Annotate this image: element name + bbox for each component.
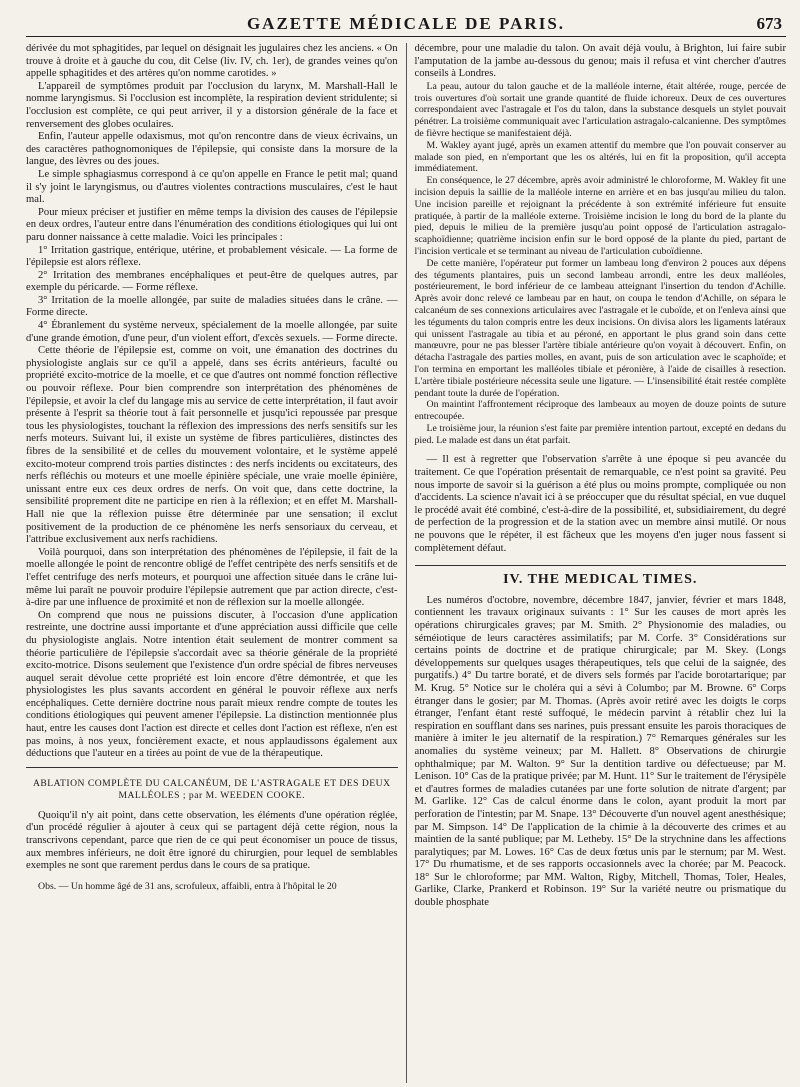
- paragraph: 4° Ébranlement du système nerveux, spécialement de la moelle allongée, par suite d'une grande émotion, d'une peur, d'un violent effort, d'excès sexuels. — Forme directe.: [26, 320, 398, 344]
- paragraph: Voilà pourquoi, dans son interprétation des phénomènes de l'épilepsie, il fait de la moelle allongée le point de rencontre obligé de l'effet centripète des nerfs sensitifs et de l'effet centrifuge des nerfs moteurs, et pourquoi une affection située dans le crâne lui-même lui paraît ne pouvoir produire l'épilepsie autrement que par action directe, c'est-à-dire par une influence de proximité et non de réflexion sur la moelle allongée.: [26, 546, 398, 609]
- right-column: [407, 43, 787, 1083]
- paragraph: Cette théorie de l'épilepsie est, comme on voit, une émanation des doctrines du physiologiste anglais sur ce qu'il a appelé, dans ses écrits antérieurs, faculté ou propriété excito-motrice de la moelle, et ce que d'autres ont nommé fonction réflective ou pouvoir réflexe. Pour bien comprendre son interprétation des phénomènes de l'épilepsie, et avoir la clef du langage mis au service de cette interprétation, il faut avoir présente à l'esprit sa théorie tout à fait personnelle et jusqu'ici repoussée par presque tous les physiologistes, touchant la réflexion des impressions des nerfs sensitifs sur les nerfs moteurs. Suivant lui, il existe un système de fibres particulières, distinctes des fibres de la sensibilité et de celles du mouvement volontaire, et le système appelé excito-moteur comprend trois parties distinctes : des nerfs incidents ou excitateurs, des nerfs réfléchis ou moteurs et une moelle épinière spéciale, une vraie moelle épinière, unissant entre eux ces deux ordres de nerfs. On voit que, dans cette doctrine, la sensibilité proprement dite ne participe en rien à la réflexion; et en effet M. Marshall-Hall nie que la réflexion puisse être déterminée par une sensation; il exclut positivement de la production de ce phénomène les nerfs sensoriaux du cerveau, et l'attribue exclusivement aux nerfs rachidiens.: [26, 345, 398, 546]
- article-subhead: ABLATION COMPLÈTE DU CALCANÉUM, DE L'ASTRAGALE ET DES DEUX MALLÉOLES ; par M. WEEDEN COOKE.: [32, 777, 391, 801]
- paragraph: L'appareil de symptômes produit par l'occlusion du larynx, M. Marshall-Hall le nomme laryngismus. Si l'occlusion est incomplète, la respiration devient stridulente; si l'occlusion est complète, ce qui peut arriver, il y a distorsion générale de la face et renversement des globes oculaires.: [26, 80, 398, 130]
- paragraph: — Il est à regretter que l'observation s'arrête à une époque si peu avancée du traitement. Ce que l'opération présentait de remarquable, ce n'est point sa gravité. Peu nous importe de savoir si la guérison a été plus ou moins prompte, compliquée ou non d'accidents. La science n'avait ici à se préoccuper que du résultat spécial, en vue duquel le procédé avait été combiné, c'est-à-dire de la possibilité, et, subsidiairement, du degré de perfection de la progression et de la station avec un membre ainsi mutilé. Or nous ne pouvons que le répéter, il est fâcheux que les moyens d'en juger nous fassent si complètement défaut.: [414, 454, 786, 554]
- paragraph: On maintint l'affrontement réciproque des lambeaux au moyen de douze points de suture entrecoupée.: [414, 399, 786, 423]
- paragraph: 3° Irritation de la moelle allongée, par suite de maladies situées dans le crâne. — Forme directe.: [26, 294, 398, 319]
- paragraph: Les numéros d'octobre, novembre, décembre 1847, janvier, février et mars 1848, contiennent les travaux originaux suivants : 1° Sur les causes de mort après les opérations chirurgicales graves; par M. Smith. 2° Physionomie des maladies, ou séméiotique de leurs caractères assimilatifs; par M. Corfe. 3° Considérations sur certains points de doctrine et de pratique chirurgicale; par M. Skey. (Longs développements sur quelques usages thérapeutiques, tels que celui de la saignée, des purgatifs.) 4° Du tartre boraté, et de divers sels formés par l'acide borotartarique; par M. Krug. 5° Notice sur le choléra qui a sévi à Columbo; par M. Browne. 6° Corps étranger dans le gosier; par M. Thomas. (Après avoir retiré avec les doigts le corps étranger, l'enfant étant resté suffoqué, le médecin parvint à rétablir chez lui la respiration en soufflant dans ses narines, puis pressant ensuite les parois thoraciques de manière à imiter le jeu alternatif de la respiration.) 7° Remarques générales sur les anomalies du système veineux; par M. Hallett. 8° Observations de chirurgie ophthalmique; par M. Walton. 9° Sur la dentition tardive ou défectueuse; par M. Lenison. 10° Cas de la pratique privée; par M. Hunt. 11° Sur le traitement de l'érysipèle et d'autres formes de maladies cutanées par une forte solution de nitrate d'argent; par M. Garlike. 12° Cas de calcul énorme dans le colon, ayant produit la mort par perforation de l'intestin; par M. Snape. 13° Découverte d'un nouvel agent anesthésique; par M. Simpson. 14° De l'application de la chimie à la découverte des crimes et au maintien de la santé publique; par M. Letheby. 15° De la strychnine dans les affections paralytiques; par M. Lowes. 16° Cas de deux fœtus unis par le sternum; par M. West. 17° Du rhumatisme, et de ses rapports occasionnels avec la chorée; par M. Peacock. 18° Sur le chloroforme; par MM. Walton, Rigby, Mitchell, Thomas, Toler, Heales, Garlike, Clarke, Prankerd et Robinson. 19° Sur la variété neutre ou prismatique du double phosphate: [414, 594, 786, 909]
- text-columns: [26, 43, 786, 1083]
- paragraph: En conséquence, le 27 décembre, après avoir administré le chloroforme, M. Wakley fit une incision depuis la saillie de la malléole interne en arrière et en bas jusqu'au milieu du talon. Une incision pareille et rejoignant la précédente à son extrémité inférieure fut ensuite pratiquée, à partir de la malléole externe. Troisième incision le long du bord de la plante du pied, depuis le milieu de la première jusqu'au point opposé de l'articulation astragalo-scaphoïdienne; quatrième incision enfin sur le bord opposé de la plante du pied, partant de l'incision verticale et se terminant au niveau de l'articulation cuboïdienne.: [414, 175, 786, 257]
- page-number: 673: [756, 14, 782, 33]
- page-header: [26, 10, 786, 37]
- left-column: [26, 43, 407, 1083]
- paragraph: dérivée du mot sphagitides, par lequel on désignait les jugulaires chez les anciens. « On trouve à droite et à gauche du cou, dit Celse (liv. IV, ch. 1er), de grandes veines qu'on appelle sphagitides et des artères qu'on nomme carotides. »: [26, 43, 398, 80]
- paragraph: Le troisième jour, la réunion s'est faite par première intention partout, excepté en dedans du pied. Le malade est dans un état parfait.: [414, 422, 786, 446]
- paragraph: décembre, pour une maladie du talon. On avait déjà voulu, à Brighton, lui faire subir l'amputation de la jambe au-dessous du genou; mais il refusa et vint chercher d'autres conseils à Londres.: [414, 43, 786, 80]
- paragraph: De cette manière, l'opérateur put former un lambeau long d'environ 2 pouces aux dépens des téguments plantaires, puis un second lambeau arrondi, entre les deux malléoles, postérieurement, le bord inférieur de ce lambeau atteignant l'insertion du tendon d'Achille. Après avoir donc relevé ce lambeau par en haut, on coupa le tendon d'Achille, on sépara le calcanéum de ses connexions articulaires avec l'astragale et le cuboïde, et on l'enleva ainsi que les téguments du talon compris entre les deux incisions. On divisa alors les ligaments latéraux qui unissent l'astragale au tibia et au péroné, en apportant le plus grand soin dans cette manœuvre, pour ne pas blesser l'artère tibiale antérieure qu'on voyait à découvert. Enfin, on détacha l'astragale des parties molles, en avant, puis de son articulation avec le scaphoïde; et l'on termina en emportant les malléoles tibiale et péronière, à l'aide de cisailles à resection. L'artère tibiale postérieure nécessita seule une ligature. — L'insensibilité était restée complète pendant toute la durée de l'opération.: [414, 257, 786, 399]
- observation-paragraph: Obs. — Un homme âgé de 31 ans, scrofuleux, affaibli, entra à l'hôpital le 20: [38, 880, 337, 892]
- paragraph: Quoiqu'il n'y ait point, dans cette observation, les éléments d'une opération réglée, d'un procédé régulier à ajouter à ceux qui se partagent déjà cette région, nous la transcrivons cependant, parce que rien de ce qui peut économiser un pouce de tissus, aux membres inférieurs, ne doit être ignoré du chirurgien, pour lequel de semblables exemples ne sont que rarement perdus dans le cours de sa pratique.: [26, 809, 398, 872]
- paragraph: Le simple sphagiasmus correspond à ce qu'on appelle en France le petit mal; quand il s'y joint le laryngismus, ou d'autres violentes contractions musculaires, c'est le haut mal.: [26, 168, 398, 206]
- paragraph: M. Wakley ayant jugé, après un examen attentif du membre que l'on pouvait conserver au malade son pied, en n'emportant que les os altérés, lui en fit la proposition, qu'il accepta immédiatement.: [414, 139, 786, 175]
- paragraph: 1° Irritation gastrique, entérique, utérine, et probablement vésicale. — La forme de l'épilepsie est alors réflexe.: [26, 244, 398, 269]
- paragraph: 2° Irritation des membranes encéphaliques et peut-être de quelques autres, par exemple du péricarde. — Forme réflexe.: [26, 269, 398, 294]
- paragraph: Pour mieux préciser et justifier en même temps la division des causes de l'épilepsie en deux ordres, l'auteur entre dans l'énumération des conditions étiologiques qui lui ont paru donner naissance à cette maladie. Voici les principales :: [26, 206, 398, 243]
- paragraph: La peau, autour du talon gauche et de la malléole interne, était altérée, rouge, percée de trois ouvertures d'où sortait une grande quantité de fluide ichoreux. Deux de ces ouvertures correspondaient avec l'astragale et l'os du talon, dans la substance desquels un stylet pouvait pénétrer. La troisième communiquait avec l'articulation astragalo-calcanienne. Des symptômes de fièvre hectique se manifestaient déjà.: [414, 80, 786, 139]
- paragraph: On comprend que nous ne puissions discuter, à l'occasion d'une application restreinte, une doctrine aussi importante et d'une appréciation aussi difficile que celle du physiologiste anglais. Notre intention était seulement de montrer comment sa théorie particulière de l'épilepsie s'accordait avec sa théorie générale de la propriété excito-motrice. Disons seulement que l'existence d'un ordre spécial de fibres nerveuses auquel serait dévolue cette propriété est loin encore d'être démontrée, et que les physiologistes les plus savants accordent en général le pouvoir réflexe aux nerfs encéphaliques. Cette dernière doctrine nous paraît mieux rendre compte de toutes les conditions étiologiques qui peuvent amener l'épilepsie. La distinction mentionnée plus haut, entre les causes dont l'action est directe et celles dont l'action est réflexe, n'en est pas moins, à nos yeux, foncièrement exacte, et nous applaudissons également aux déductions que l'auteur en a tirées au point de vue de la thérapeutique.: [26, 609, 398, 760]
- paragraph: Enfin, l'auteur appelle odaxismus, mot qu'on rencontre dans de vieux écrivains, un des caractères pathognomoniques de l'épilepsie, qui consiste dans la morsure de la langue, des lèvres ou des joues.: [26, 131, 398, 168]
- running-title: GAZETTE MÉDICALE DE PARIS.: [246, 14, 566, 33]
- section-title: IV. THE MEDICAL TIMES.: [415, 565, 787, 587]
- section-divider: [26, 767, 398, 768]
